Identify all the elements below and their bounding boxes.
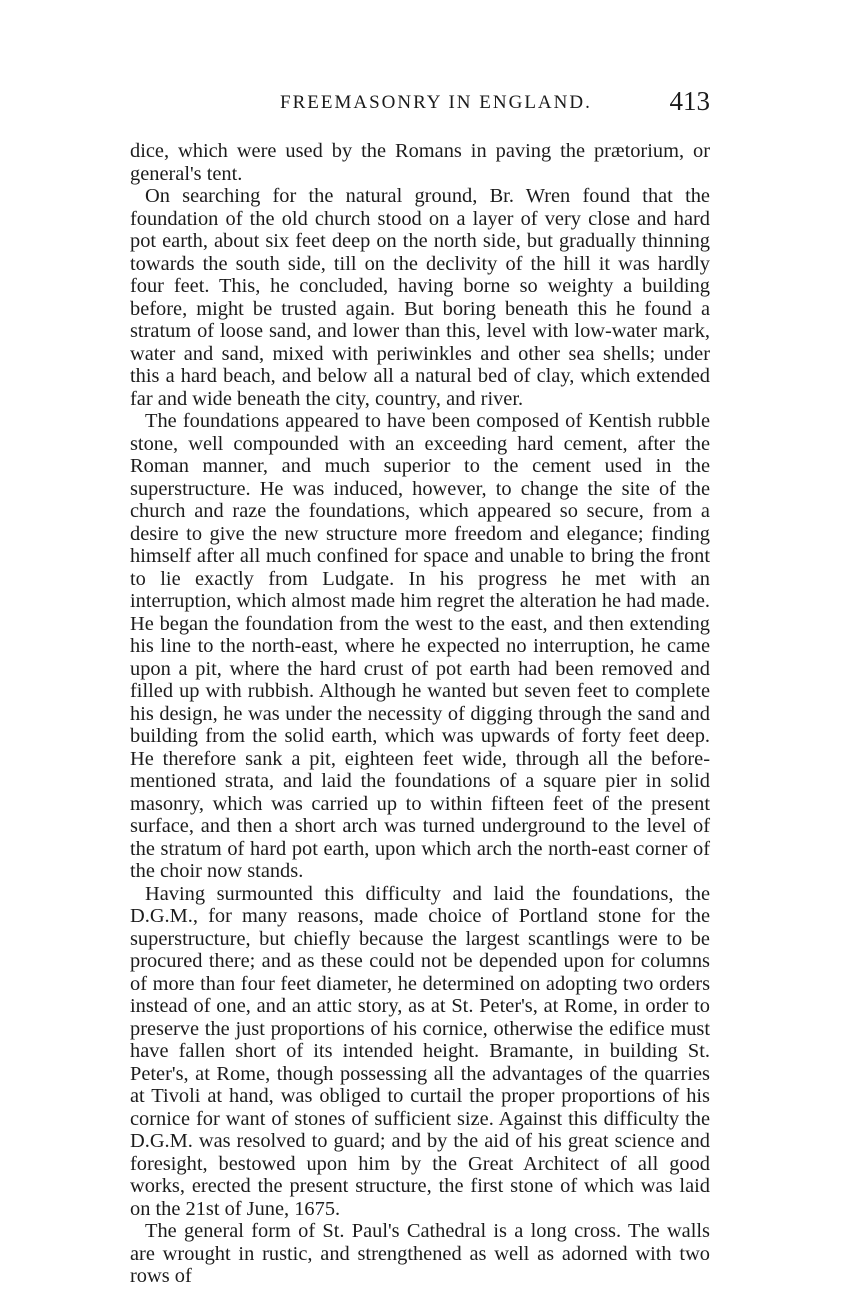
running-title: FREEMASONRY IN ENGLAND. <box>280 92 592 113</box>
page-number: 413 <box>669 86 710 116</box>
paragraph-portland-stone: Having surmounted this difficulty and laid the foundations, the D.G.M., for many reasons, made choice of Portland stone for the superstructure, but chiefly because the largest scantlings were to be procured there; and as these could not be depended upon for columns of more than four feet diameter, he determined on adopting two orders instead of one, and an attic story, as at St. Peter's, at Rome, in order to preserve the just proportions of his cornice, otherwise the edifice must have fallen short of its intended height. Bramante, in building St. Peter's, at Rome, though possessing all the advantages of the quarries at Tivoli at hand, was obliged to curtail the proper proportions of his cornice for want of stones of sufficient size. Against this difficulty the D.G.M. was resolved to guard; and by the aid of his great science and foresight, bestowed upon him by the Great Architect of all good works, erected the present structure, the first stone of which was laid on the 21st of June, 1675. <box>130 882 710 1220</box>
running-head <box>130 86 710 116</box>
body-text <box>130 140 710 1288</box>
paragraph-cathedral-form: The general form of St. Paul's Cathedral is a long cross. The walls are wrought in rustic, and strengthened as well as adorned with two rows of <box>130 1220 710 1287</box>
paragraph-continuation: dice, which were used by the Romans in paving the prætorium, or general's tent. <box>130 140 710 185</box>
paragraph-foundations-rubble: The foundations appeared to have been composed of Kentish rubble stone, well compounded with an exceeding hard cement, after the Roman manner, and much superior to the cement used in the superstructure. He was induced, however, to change the site of the church and raze the foundations, which appeared so secure, from a desire to give the new structure more freedom and elegance; finding himself after all much confined for space and unable to bring the front to lie exactly from Ludgate. In his progress he met with an interruption, which almost made him regret the alteration he had made. He began the foundation from the west to the east, and then extending his line to the north-east, where he expected no interruption, he came upon a pit, where the hard crust of pot earth had been removed and filled up with rubbish. Although he wanted but seven feet to complete his design, he was under the necessity of digging through the sand and building from the solid earth, which was upwards of forty feet deep. He therefore sank a pit, eighteen feet wide, through all the before-mentioned strata, and laid the foundations of a square pier in solid masonry, which was carried up to within fifteen feet of the present surface, and then a short arch was turned underground to the level of the stratum of hard pot earth, upon which arch the north-east corner of the choir now stands. <box>130 410 710 882</box>
paragraph-foundation-ground: On searching for the natural ground, Br. Wren found that the foundation of the old church stood on a layer of very close and hard pot earth, about six feet deep on the north side, but gradually thinning towards the south side, till on the declivity of the hill it was hardly four feet. This, he concluded, having borne so weighty a building before, might be trusted again. But boring beneath this he found a stratum of loose sand, and lower than this, level with low-water mark, water and sand, mixed with periwinkles and other sea shells; under this a hard beach, and below all a natural bed of clay, which extended far and wide beneath the city, country, and river. <box>130 185 710 410</box>
